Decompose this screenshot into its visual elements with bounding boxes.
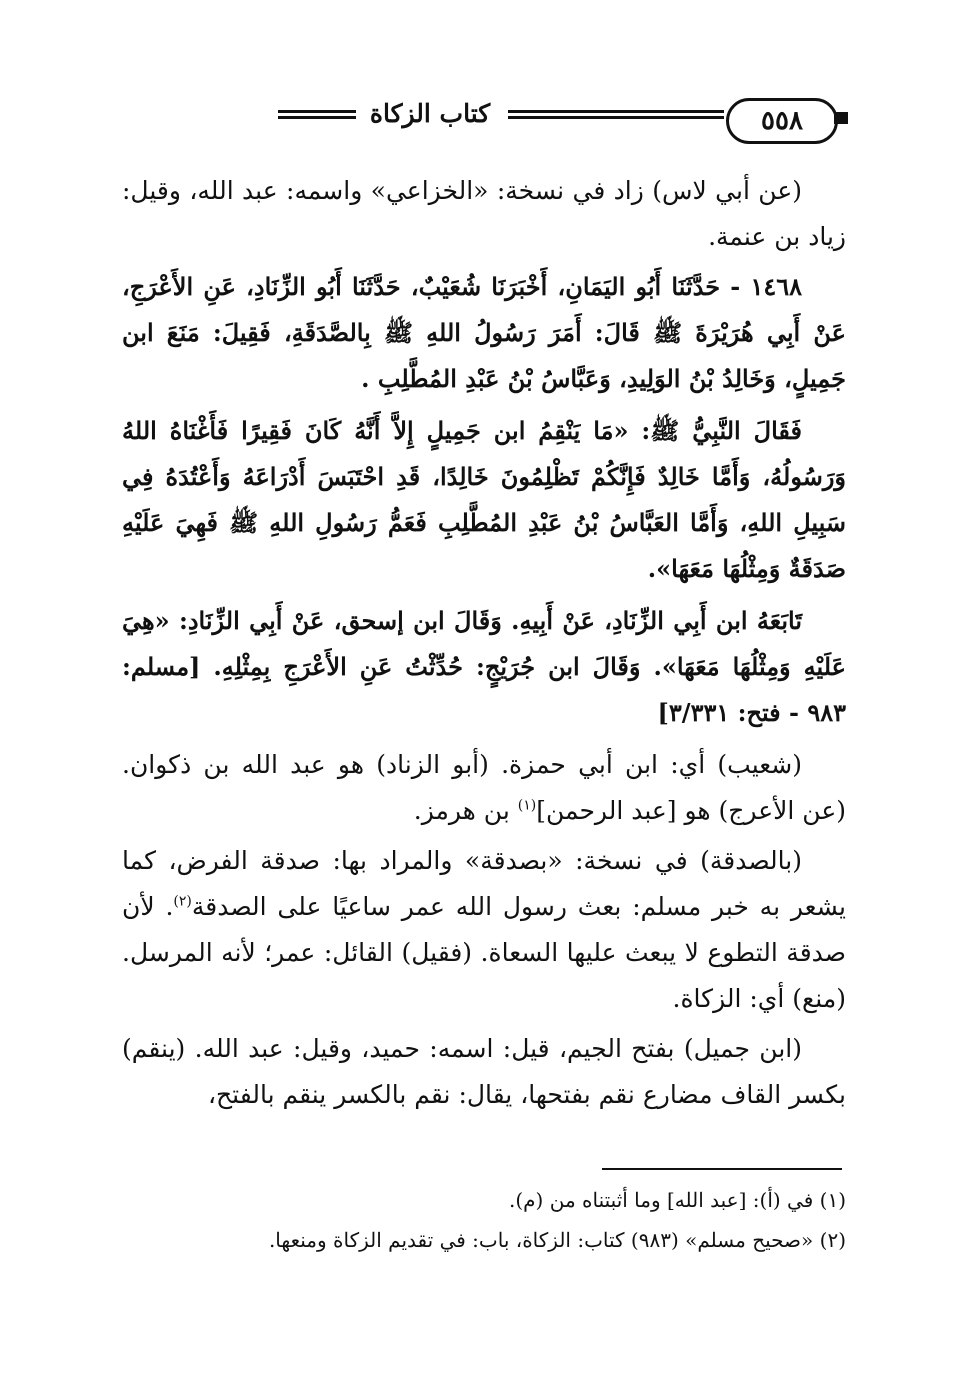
commentary-paragraph — [122, 742, 846, 834]
paragraph-text: (شعيب) أي: ابن أبي حمزة. (أبو الزناد) هو عبد الله بن ذكوان. (عن الأعرج) هو [عبد الرحمن] — [122, 750, 846, 825]
paragraph-text: تَابَعَهُ ابن أَبِي الزِّنَادِ، عَنْ أَبِيهِ. وَقَالَ ابن إسحق، عَنْ أَبِي الزِّنَادِ: «هِيَ عَلَيْهِ وَمِثْلُهَا مَعَهَا». وَقَالَ ابن جُرَيْجٍ: حُدِّثْتُ عَنِ الأَعْرَجِ بِمِثْلِهِ. [مسلم: ٩٨٣ - فتح: ٣/٣٣١] — [122, 606, 846, 727]
page-number: ٥٥٨ — [761, 106, 803, 136]
footnote: (٢) «صحيح مسلم» (٩٨٣) كتاب: الزكاة، باب: في تقديم الزكاة ومنعها. — [268, 1228, 846, 1252]
paragraph-text: (بالصدقة) في نسخة: «بصدقة» والمراد بها: صدقة الفرض، كما يشعر به خبر مسلم: بعث رسول الله عمر ساعيًا على الصدقة — [122, 846, 846, 921]
paragraph-text: بن هرمز. — [413, 796, 518, 825]
hadith-paragraph — [122, 598, 846, 736]
paragraph-text: فَقَالَ النَّبِيُّ ﷺ: «مَا يَنْقِمُ ابن جَمِيلٍ إِلاَّ أَنَّهُ كَانَ فَقِيرًا فَأَغْنَاهُ اللهُ وَرَسُولُهُ، وَأَمَّا خَالِدٌ فَإِنَّكُمْ تَظْلِمُونَ خَالِدًا، قَدِ احْتَبَسَ أَدْرَاعَهُ وَأَعْتُدَهُ فِي سَبِيلِ اللهِ، وَأَمَّا العَبَّاسُ بْنُ عَبْدِ المُطَّلِبِ فَعَمُّ رَسُولِ اللهِ ﷺ فَهِيَ عَلَيْهِ صَدَقَةٌ وَمِثْلُهَا مَعَهَا». — [122, 416, 846, 583]
hadith-paragraph — [122, 264, 846, 402]
chapter-title: كتاب الزكاة — [369, 99, 491, 128]
header-ornament — [834, 112, 848, 124]
commentary-paragraph — [122, 838, 846, 1022]
footnote-reference[interactable]: (٢) — [173, 893, 192, 910]
header-rule — [508, 110, 724, 119]
hadith-paragraph — [122, 408, 846, 592]
commentary-paragraph — [122, 168, 846, 260]
page-header — [128, 92, 840, 148]
commentary-paragraph — [122, 1026, 846, 1118]
footnote-reference[interactable]: (١) — [517, 797, 537, 814]
paragraph-text: (ابن جميل) بفتح الجيم، قيل: اسمه: حميد، وقيل: عبد الله. (ينقم) بكسر القاف مضارع نقم بفتحها، يقال: نقم بالكسر ينقم بالفتح، — [122, 1034, 846, 1109]
paragraph-text: ١٤٦٨ - حَدَّثَنَا أَبُو اليَمَانِ، أَخْبَرَنَا شُعَيْبٌ، حَدَّثَنَا أَبُو الزِّنَادِ، عَنِ الأَعْرَجِ، عَنْ أَبِي هُرَيْرَةَ ﷺ قَالَ: أَمَرَ رَسُولُ اللهِ ﷺ بِالصَّدَقَةِ، فَقِيلَ: مَنَعَ ابن جَمِيلٍ، وَخَالِدُ بْنُ الوَلِيدِ، وَعَبَّاسُ بْنُ عَبْدِ المُطَّلِبِ . — [122, 272, 846, 393]
main-text — [122, 168, 846, 1122]
paragraph-text: . لأن صدقة التطوع لا يبعث عليها السعاة. (فقيل) القائل: عمر؛ لأنه المرسل. (منع) أي: الزكاة. — [122, 892, 846, 1013]
header-rule — [278, 110, 356, 119]
page-number-badge — [726, 98, 838, 144]
footnote-divider — [602, 1168, 842, 1170]
paragraph-text: (عن أبي لاس) زاد في نسخة: «الخزاعي» واسمه: عبد الله، وقيل: زياد بن عنمة. — [122, 176, 846, 251]
footnote: (١) في (أ): [عبد الله] وما أثبتناه من (م). — [509, 1188, 846, 1212]
footnotes — [122, 1180, 846, 1260]
